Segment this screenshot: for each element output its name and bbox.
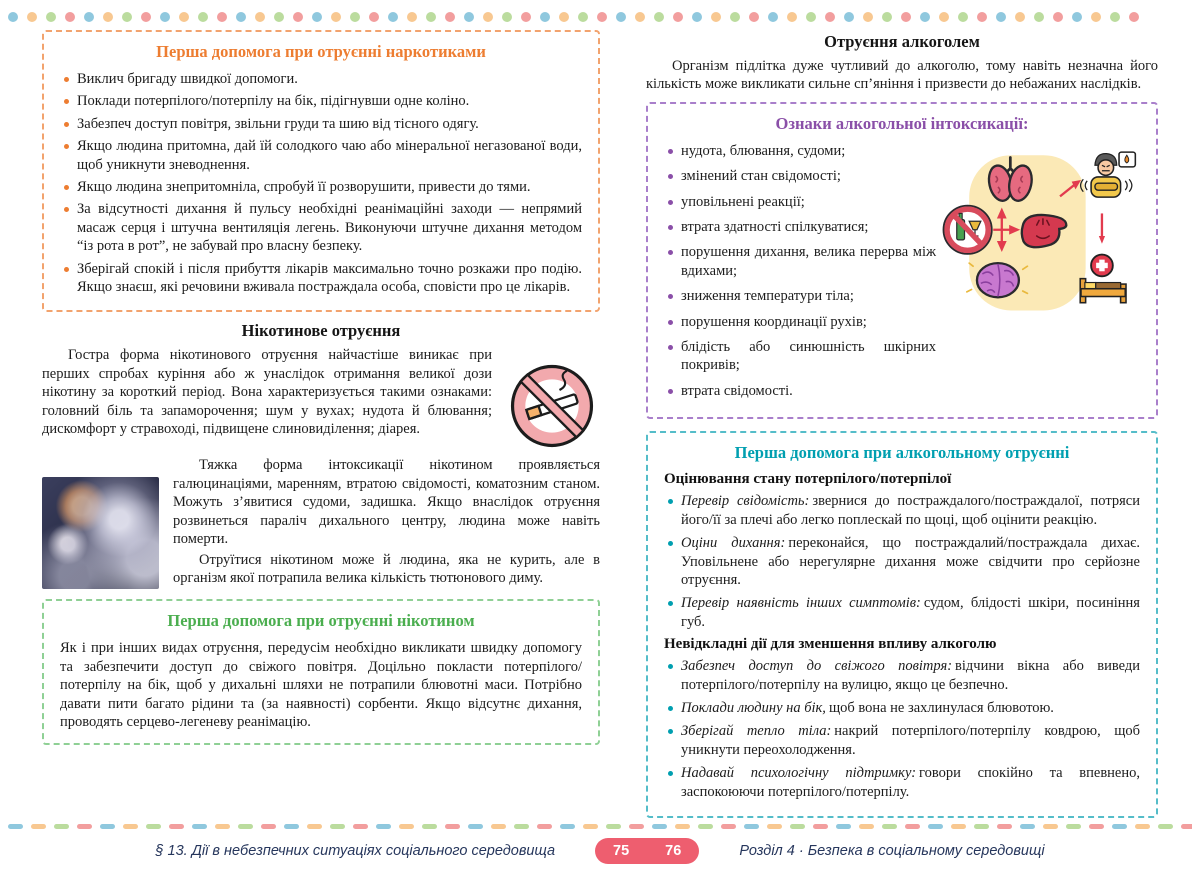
list-item: Поклади людину на бік, щоб вона не захлинулася блювотою. <box>664 699 1140 717</box>
list-item: втрата свідомості. <box>664 382 936 400</box>
list-item: змінений стан свідомості; <box>664 167 936 185</box>
list-item: Перевір свідомість: звернися до постраждалого/постраждалої, потряси його/її за плечі або легко поплескай по щоці, щоб оцінити реакцію. <box>664 492 1140 529</box>
actions-subheading: Невідкладні дії для зменшення впливу алкоголю <box>664 636 997 653</box>
list-item: порушення дихання, велика перерва між вдихами; <box>664 243 936 280</box>
nicotine-paragraph-3: Отруїтися нікотином може й людина, яка не курить, але в організм якої потрапила велика кількість тютюнового диму. <box>173 551 600 586</box>
list-item: Перевір наявність інших симптомів: судом, блідості шкіри, посиніння губ. <box>664 594 1140 631</box>
list-item: Зберігай спокій і після прибуття лікарів максимально точно розкажи про подію. Якщо знаєш, які речовини вживала постраждала особа, сповісти про це лікарів. <box>60 260 582 297</box>
list-item: Якщо людина знепритомніла, спробуй її розворушити, привести до тями. <box>60 178 582 196</box>
list-item: Якщо людина притомна, дай їй солодкого чаю або мінеральної негазованої води, щоб уникнути зневоднення. <box>60 137 582 174</box>
signs-box-title: Ознаки алкогольної інтоксикації: <box>775 113 1029 133</box>
alcohol-signs-list <box>664 142 936 407</box>
no-smoking-icon <box>504 358 600 454</box>
arrow-down-icon <box>1099 213 1105 243</box>
list-item: зниження температури тіла; <box>664 287 936 305</box>
list-item: Зберігай тепло тіла: накрий потерпілого/потерпілу ковдрою, щоб уникнути переохолодження. <box>664 722 1140 759</box>
alcohol-firstaid-title: Перша допомога при алкогольному отруєнні <box>734 443 1070 463</box>
list-item: За відсутності дихання й пульсу необхідні реанімаційні заходи — непрямий масаж серця і штучна вентиляція легень. Виконуючи штучне дихання методом “із рота в рот”, не забувай про власну безпеку. <box>60 200 582 255</box>
list-item: Забезпеч доступ повітря, звільни груди та шию від тісного одягу. <box>60 115 582 133</box>
alcohol-effects-illustration <box>942 142 1140 407</box>
nicotine-paragraph-1: Гостра форма нікотинового отруєння найчастіше виникає при перших спробах куріння або ж унаслідок отримання великої дози нікотину за короткий період. Вона характеризується такими ознаками: головний біль та запаморочення; шум у вухах; нудота й блювання; дискомфорт у стравоході, підвищене слиновиділення; діарея. <box>42 347 492 438</box>
actions-list <box>664 657 1140 801</box>
page-number-left: 75 <box>613 843 630 859</box>
list-item: уповільнені реакції; <box>664 193 936 211</box>
list-item: блідість або синюшність шкірних покривів; <box>664 338 936 375</box>
left-page <box>42 30 600 818</box>
alcohol-heading: Отруєння алкоголем <box>824 32 980 51</box>
nicotine-paragraph-2-block <box>42 456 600 587</box>
footer <box>0 838 1200 864</box>
shivering-person-icon <box>1081 152 1136 197</box>
assessment-list <box>664 492 1140 631</box>
list-item: Забезпеч доступ до свіжого повітря: відчини вікна або виведи потерпілого/потерпілу на вулицю, якщо це безпечно. <box>664 657 1140 694</box>
assessment-subheading: Оцінювання стану потерпілого/потерпілої <box>664 471 952 488</box>
list-item: Оціни дихання: переконайся, що постраждалий/постраждала дихає. Уповільнене або нерегулярне дихання може свідчити про серйозне отруєння. <box>664 534 1140 589</box>
nicotine-box-body: Як і при інших видах отруєння, передусім необхідно викликати швидку допомогу та забезпечити доступ до свіжого повітря. Доцільно покласти потерпілого/потерпілу на бік, щоб у дихальні шляхи не потрапили блювотні маси. Потрібно давати пити багато рідини та (за наявності) сорбенти. Якщо відсутнє дихання, проводять серцево-легеневу реанімацію. <box>60 640 582 730</box>
list-item: порушення координації рухів; <box>664 313 936 331</box>
page-number-right: 76 <box>665 843 682 859</box>
footer-section-label: § 13. Дії в небезпечних ситуаціях соціального середовища <box>155 843 556 859</box>
decorative-dashes-bottom <box>8 822 1192 830</box>
narcotics-list <box>60 70 582 296</box>
list-item: Виклич бригаду швидкої допомоги. <box>60 70 582 88</box>
alcohol-first-aid-box <box>646 431 1158 818</box>
decorative-dots-top <box>8 11 1192 23</box>
list-item: нудота, блювання, судоми; <box>664 142 936 160</box>
alcohol-paragraph: Організм підлітка дуже чутливий до алкоголю, тому навіть незначна його кількість може викликати сильне сп’яніння і призвести до небажаних наслідків. <box>646 58 1158 93</box>
narcotics-first-aid-box <box>42 30 600 312</box>
right-page <box>646 30 1158 818</box>
narcotics-box-title: Перша допомога при отруєнні наркотиками <box>156 42 486 61</box>
list-item: Надавай психологічну підтримку: говори спокійно та впевнено, заспокоюючи потерпілого/потерпілу. <box>664 764 1140 801</box>
hospital-bed-icon <box>1080 254 1126 302</box>
man-vaping-photo <box>42 477 159 589</box>
nicotine-paragraph-1-block <box>42 346 600 438</box>
list-item: втрата здатності спілкуватися; <box>664 218 936 236</box>
nicotine-paragraph-2: Тяжка форма інтоксикації нікотином проявляється галюцинаціями, маренням, втратою свідомості, коматозним станом. Можуть з’явитися судоми, задишка. Якщо внаслідок отруєння розвинеться параліч дихального центру, людина може навіть померти. <box>173 457 600 548</box>
no-alcohol-icon <box>944 205 992 253</box>
nicotine-heading: Нікотинове отруєння <box>241 321 401 341</box>
page-spread <box>0 30 1200 818</box>
alcohol-signs-box <box>646 102 1158 419</box>
list-item: Поклади потерпілого/потерпілу на бік, підігнувши одне коліно. <box>60 92 582 110</box>
nicotine-box-title: Перша допомога при отруєнні нікотином <box>167 611 475 631</box>
page-number-pill <box>595 838 699 864</box>
footer-chapter-label: Розділ 4 · Безпека в соціальному середовищі <box>739 843 1045 859</box>
nicotine-first-aid-box <box>42 599 600 745</box>
